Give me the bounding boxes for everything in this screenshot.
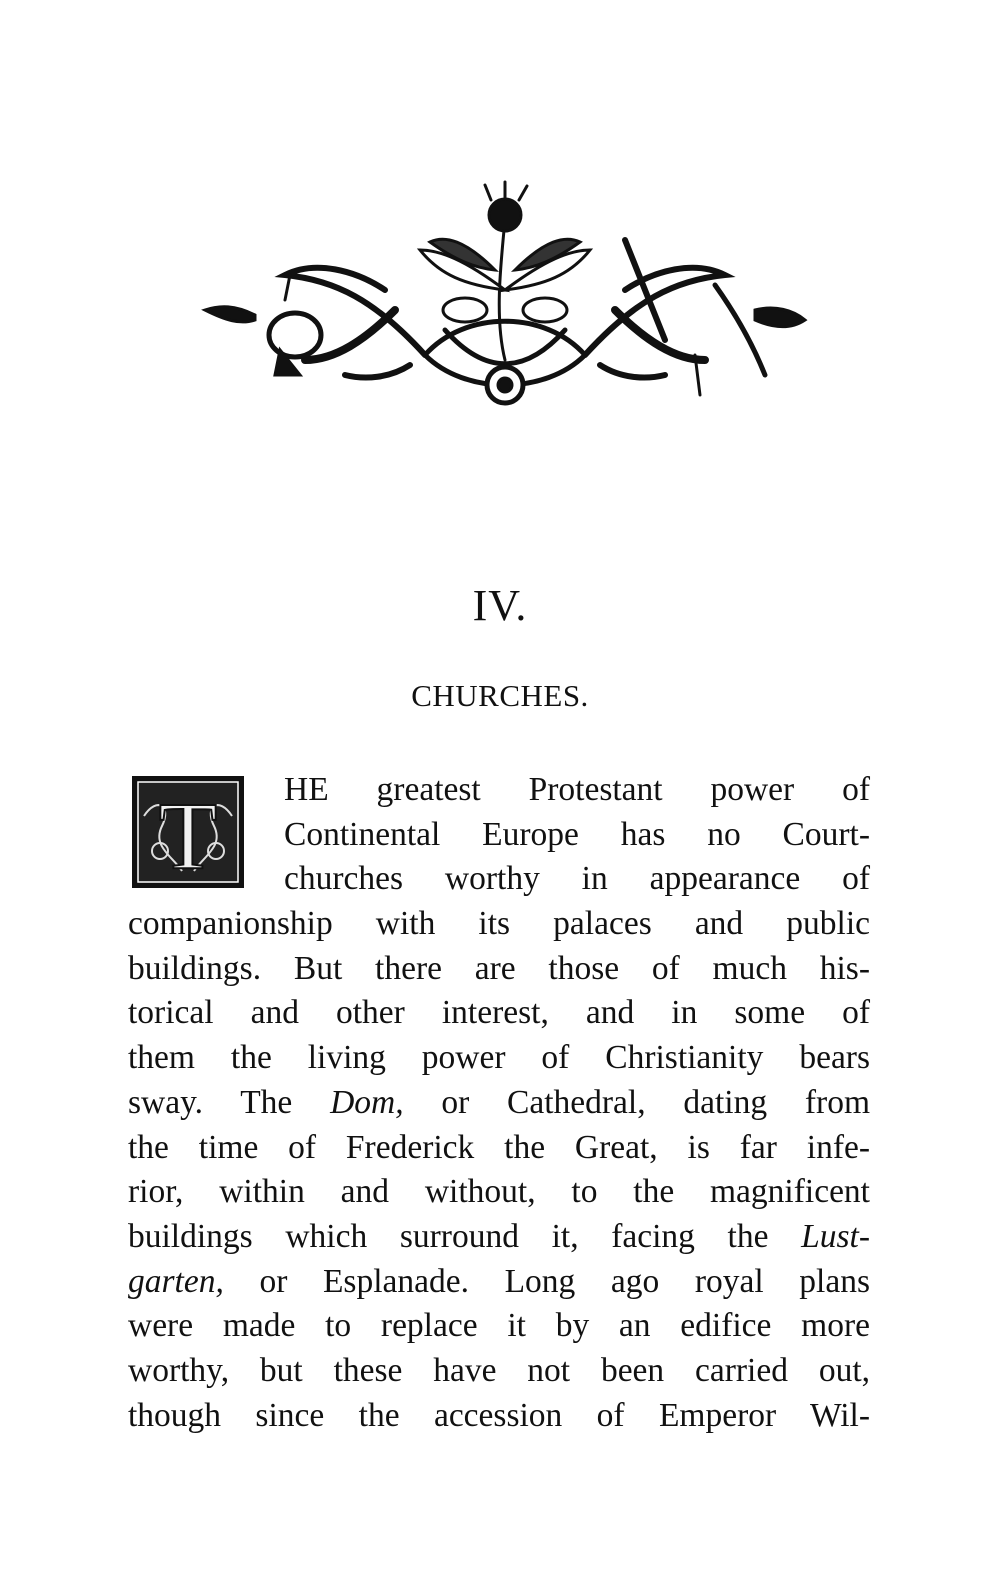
text-line: the time of Frederick the Great, is far infe- bbox=[128, 1128, 870, 1166]
text-line: were made to replace it by an edifice more bbox=[128, 1307, 870, 1345]
chapter-number: IV. bbox=[472, 581, 528, 630]
text-line: companionship with its palaces and public bbox=[128, 905, 870, 943]
text-line: them the living power of Christianity bears bbox=[128, 1039, 870, 1077]
text-line: worthy, but these have not been carried out, bbox=[128, 1351, 870, 1389]
text-line: buildings which surround it, facing the Lust- bbox=[128, 1217, 870, 1255]
italic-term-garten: garten, bbox=[128, 1262, 224, 1300]
text-line: torical and other interest, and in some of bbox=[128, 994, 870, 1032]
text-line: garten, or Esplanade. Long ago royal plans bbox=[128, 1262, 870, 1300]
text-line: HE greatest Protestant power of bbox=[284, 771, 870, 808]
chapter-title: CHURCHES. bbox=[411, 678, 589, 713]
chapter-body-text bbox=[128, 768, 870, 1438]
text-line: though since the accession of Emperor Wil- bbox=[128, 1396, 870, 1434]
text-line: churches worthy in appearance of bbox=[284, 860, 870, 898]
italic-term-lustgarten: Lust- bbox=[801, 1217, 870, 1255]
dropcap-letter: T bbox=[158, 782, 218, 888]
text-line: rior, within and without, to the magnificent bbox=[128, 1173, 870, 1211]
text-line: sway. The Dom, or Cathedral, dating from bbox=[128, 1083, 870, 1121]
text-line: buildings. But there are those of much his- bbox=[128, 949, 870, 987]
floral-headpiece-ornament bbox=[195, 180, 815, 410]
text-line: Continental Europe has no Court- bbox=[284, 815, 870, 853]
italic-term-dom: Dom, bbox=[330, 1083, 404, 1121]
